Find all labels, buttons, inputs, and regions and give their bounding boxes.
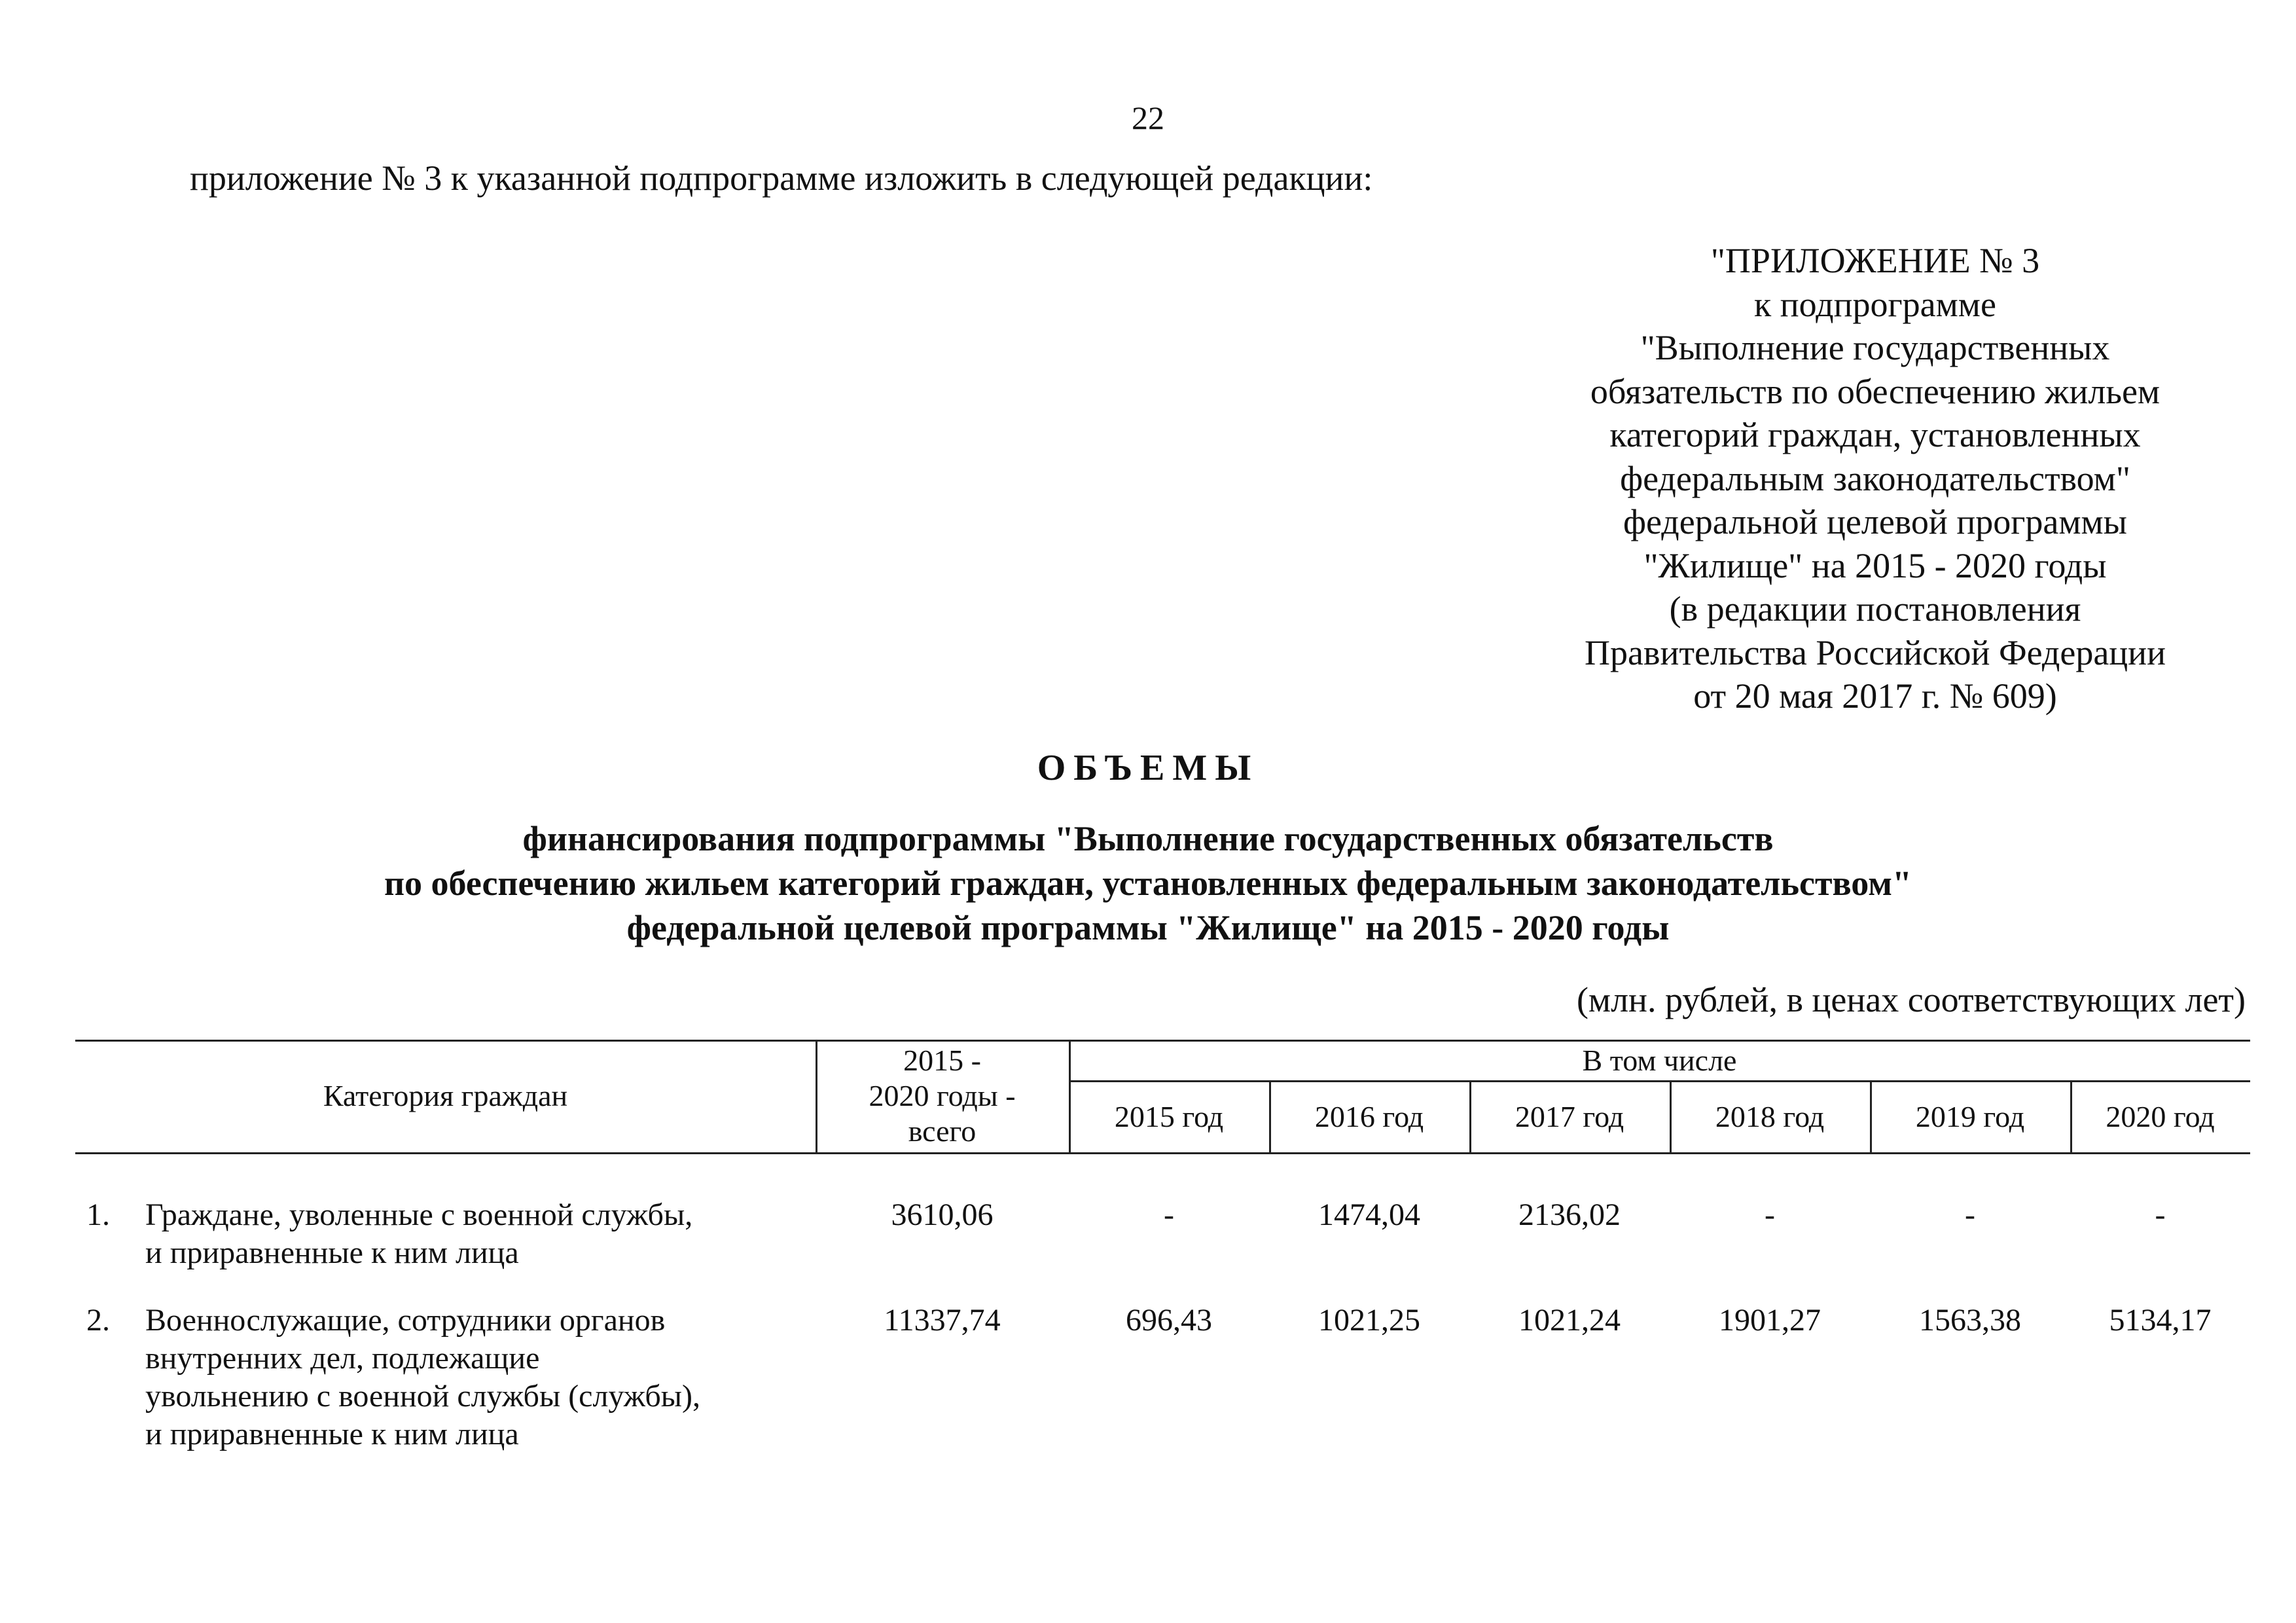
appendix-line: обязательств по обеспечению жильем (1590, 371, 2161, 411)
row-category-line: Военнослужащие, сотрудники органов (145, 1303, 666, 1338)
appendix-line: федеральным законодательством" (1620, 458, 2130, 498)
row-value-2017: 1021,24 (1518, 1303, 1621, 1338)
intro-text: приложение № 3 к указанной подпрограмме изложить в следующей редакции: (190, 158, 1373, 198)
header-total-line: 2015 - (903, 1044, 981, 1077)
row-value-2016: 1021,25 (1318, 1303, 1420, 1338)
units-note: (млн. рублей, в ценах соответствующих лет) (1576, 980, 2246, 1019)
header-year-2019: 2019 год (1915, 1100, 2025, 1133)
row-category-line: увольнению с военной службы (службы), (145, 1379, 700, 1413)
row-value-2018: - (1765, 1197, 1775, 1232)
header-category: Категория граждан (323, 1079, 568, 1112)
appendix-line: категорий граждан, установленных (1609, 415, 2141, 454)
appendix-line: "ПРИЛОЖЕНИЕ № 3 (1710, 241, 2040, 280)
row-value-2015: 696,43 (1126, 1303, 1212, 1338)
header-including: В том числе (1582, 1044, 1737, 1077)
document-heading: ОБЪЕМЫ (1037, 748, 1259, 788)
row-value-2017: 2136,02 (1518, 1197, 1621, 1232)
table-top-rule (75, 1040, 2250, 1042)
row-total: 3610,06 (891, 1197, 994, 1232)
row-value-2016: 1474,04 (1318, 1197, 1420, 1232)
appendix-line: "Жилище" на 2015 - 2020 годы (1643, 545, 2107, 585)
row-category-line: внутренних дел, подлежащие (145, 1341, 540, 1376)
header-year-2017: 2017 год (1515, 1100, 1624, 1133)
row-category-line: Граждане, уволенные с военной службы, (145, 1197, 693, 1232)
row-index: 1. (86, 1197, 110, 1232)
appendix-block (1505, 239, 2245, 718)
row-index: 2. (86, 1303, 110, 1338)
appendix-line: от 20 мая 2017 г. № 609) (1693, 676, 2057, 716)
appendix-line: федеральной целевой программы (1623, 502, 2127, 541)
row-value-2019: 1563,38 (1919, 1303, 2021, 1338)
row-category-line: и приравненные к ним лица (145, 1235, 519, 1270)
header-year-2020: 2020 год (2106, 1100, 2215, 1133)
appendix-line: (в редакции постановления (1669, 589, 2081, 629)
document-subtitle (0, 816, 2296, 950)
subtitle-line: федеральной целевой программы "Жилище" на 2015 - 2020 годы (626, 908, 1670, 947)
row-value-2020: - (2155, 1197, 2166, 1232)
appendix-line: к подпрограмме (1754, 284, 1996, 324)
header-total-line: всего (908, 1114, 977, 1148)
header-year-2016: 2016 год (1314, 1100, 1424, 1133)
subtitle-line: финансирования подпрограммы "Выполнение государственных обязательств (522, 819, 1774, 858)
row-value-2019: - (1965, 1197, 1975, 1232)
subtitle-line: по обеспечению жильем категорий граждан, установленных федеральным законодательством" (384, 864, 1912, 903)
row-total: 11337,74 (884, 1303, 1001, 1338)
table-header-bottom-rule (75, 1152, 2250, 1154)
row-value-2020: 5134,17 (2109, 1303, 2212, 1338)
header-year-2018: 2018 год (1715, 1100, 1825, 1133)
header-total-line: 2020 годы - (869, 1079, 1016, 1112)
row-value-2015: - (1164, 1197, 1174, 1232)
appendix-line: Правительства Российской Федерации (1585, 632, 2166, 672)
row-value-2018: 1901,27 (1719, 1303, 1821, 1338)
appendix-line: "Выполнение государственных (1640, 328, 2110, 367)
table-subheader-rule (1069, 1080, 2250, 1082)
page-number: 22 (1132, 100, 1164, 136)
header-year-2015: 2015 год (1114, 1100, 1224, 1133)
row-category-line: и приравненные к ним лица (145, 1417, 519, 1451)
